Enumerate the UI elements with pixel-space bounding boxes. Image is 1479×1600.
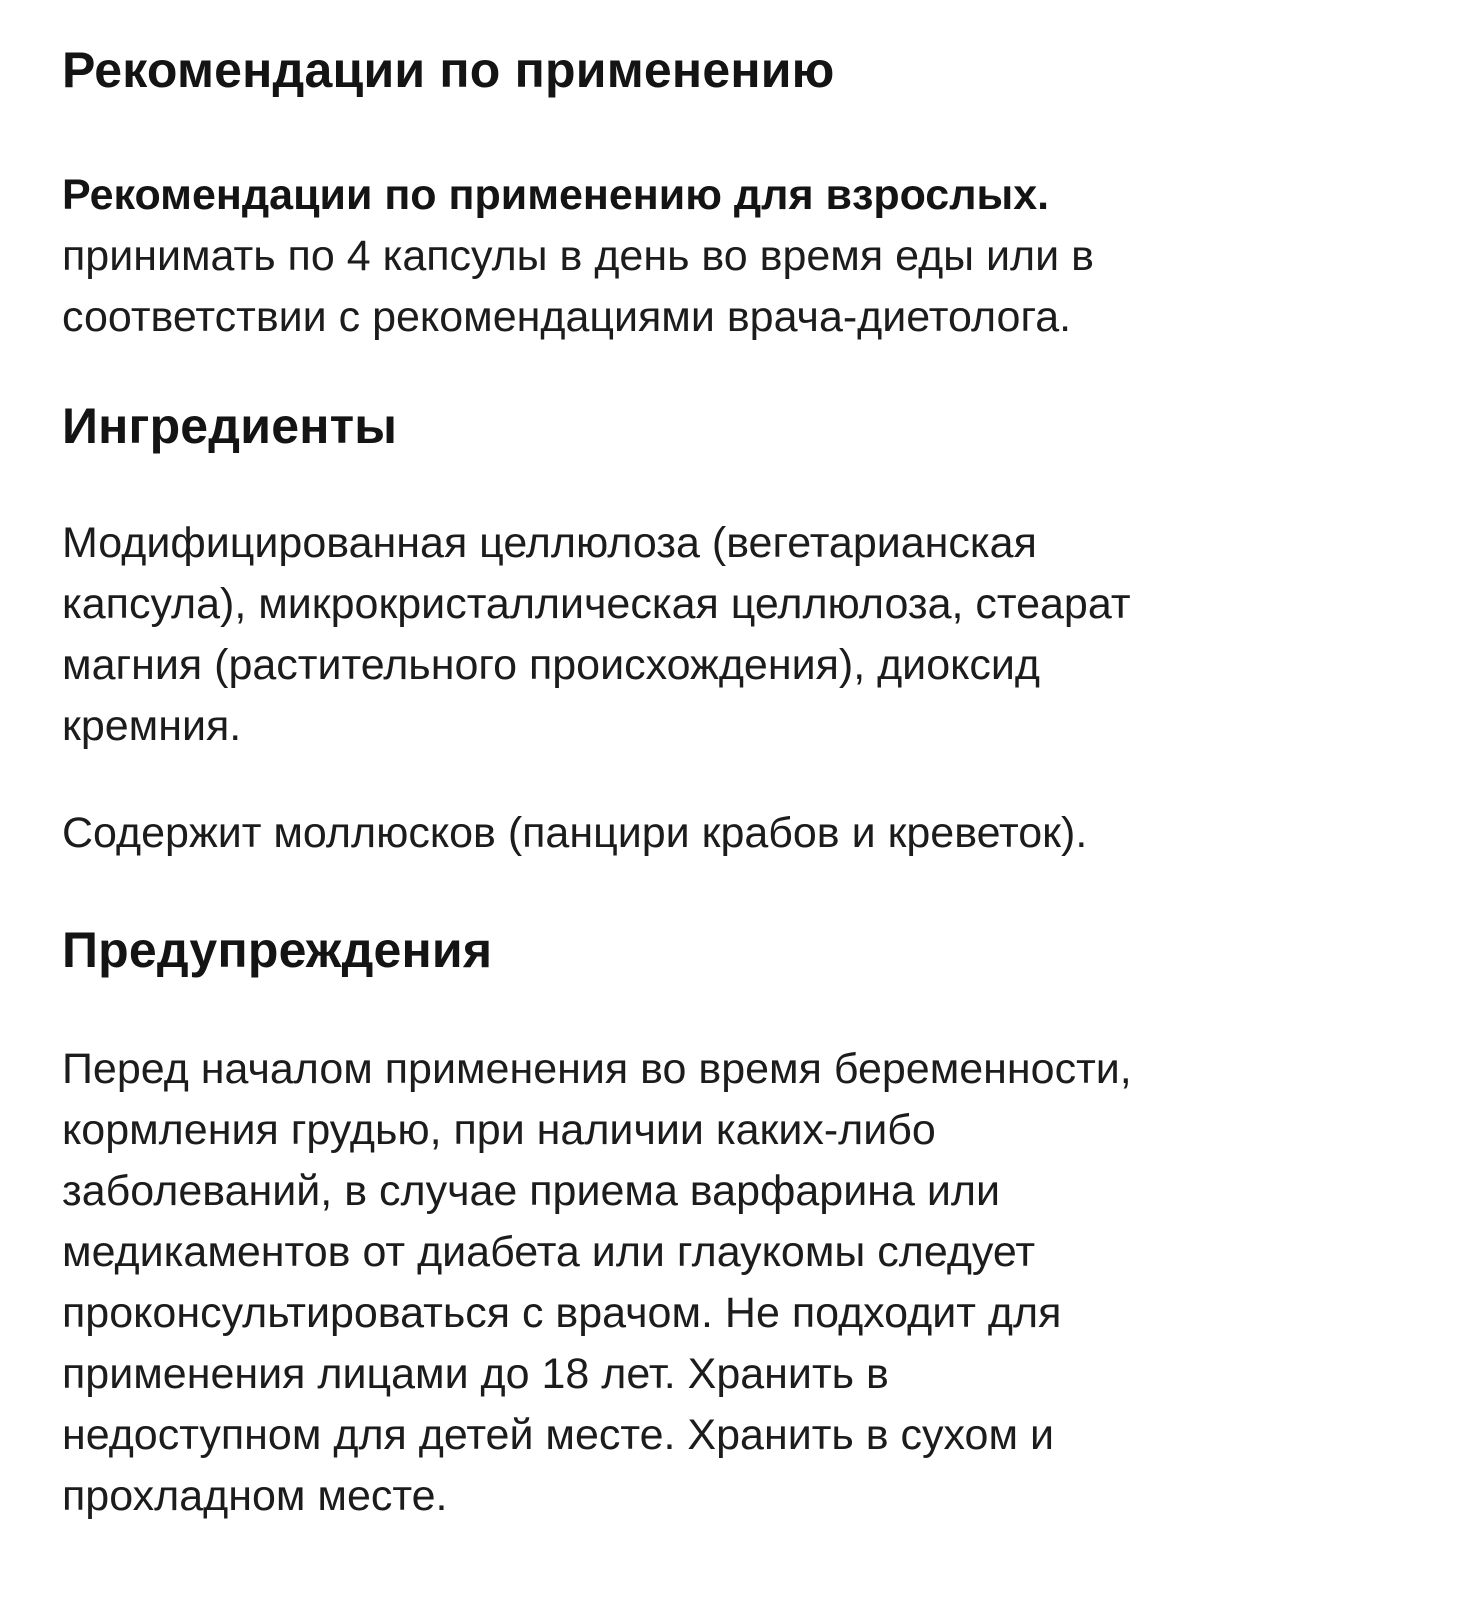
warnings-line: применения лицами до 18 лет. Хранить в xyxy=(62,1350,889,1398)
allergen-text: Содержит моллюсков (панцири крабов и креветок). xyxy=(62,809,1088,857)
usage-adult-heading: Рекомендации по применению для взрослых. xyxy=(62,171,1050,219)
warnings-section-title: Предупреждения xyxy=(62,922,493,978)
usage-section-title: Рекомендации по применению xyxy=(62,42,835,98)
usage-adult-line: соответствии с рекомендациями врача-диетолога. xyxy=(62,293,1072,341)
warnings-text xyxy=(62,1039,1432,1527)
warnings-line: недоступном для детей месте. Хранить в сухом и xyxy=(62,1411,1055,1459)
usage-adult-line: принимать по 4 капсулы в день во время еды или в xyxy=(62,232,1094,280)
ingredients-section-title: Ингредиенты xyxy=(62,398,398,454)
warnings-line: медикаментов от диабета или глаукомы следует xyxy=(62,1228,1036,1276)
warnings-line: Перед началом применения во время беременности, xyxy=(62,1045,1132,1093)
allergen-notice xyxy=(62,803,1432,864)
ingredients-line: капсула), микрокристаллическая целлюлоза, стеарат xyxy=(62,580,1131,628)
warnings-line: заболеваний, в случае приема варфарина или xyxy=(62,1167,1000,1215)
usage-section-body xyxy=(62,165,1432,348)
ingredients-line: кремния. xyxy=(62,702,242,750)
warnings-line: проконсультироваться с врачом. Не подходит для xyxy=(62,1289,1062,1337)
ingredients-line: Модифицированная целлюлоза (вегетарианская xyxy=(62,519,1037,567)
ingredients-list xyxy=(62,513,1432,757)
warnings-line: кормления грудью, при наличии каких-либо xyxy=(62,1106,936,1154)
ingredients-line: магния (растительного происхождения), диоксид xyxy=(62,641,1041,689)
warnings-line: прохладном месте. xyxy=(62,1472,448,1520)
